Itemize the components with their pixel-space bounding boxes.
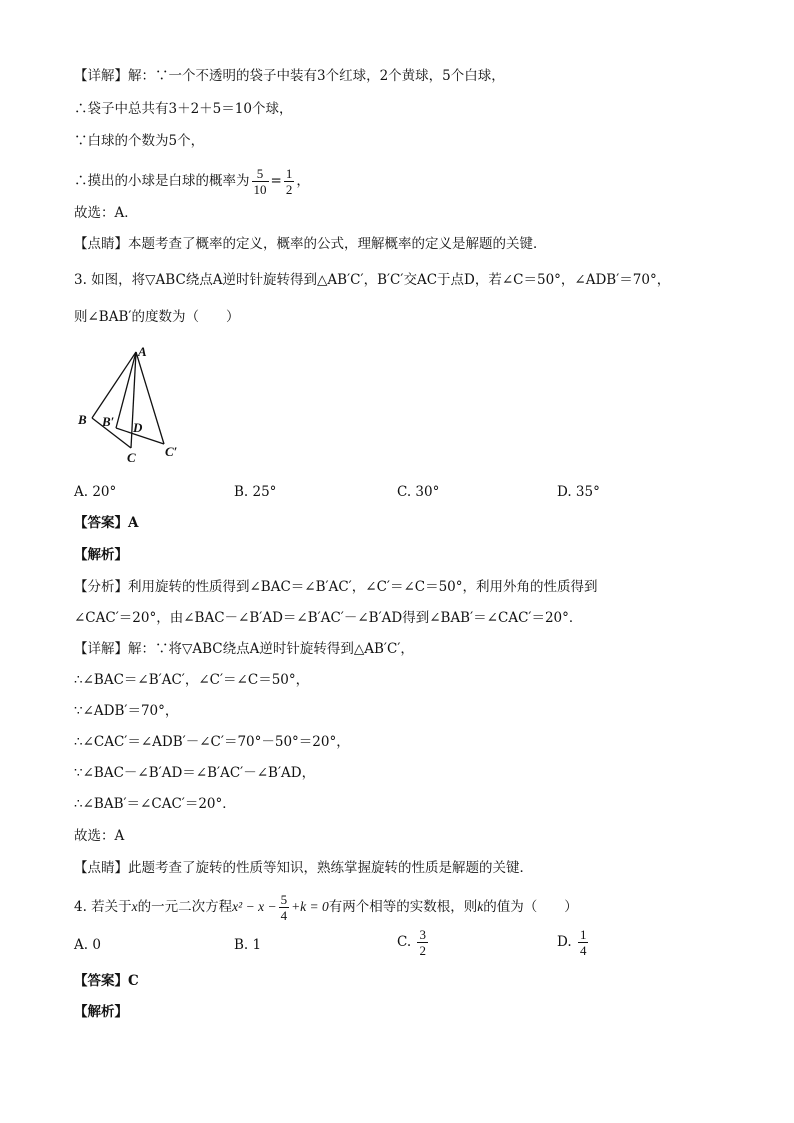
q2-line4: ∴摸出的小球是白球的概率为 $\frac{5}{10}$ = $\frac{1}{2}$ ， [74, 166, 310, 197]
q2-equals: = [270, 173, 282, 189]
q3-detail-line2: ∴∠BAC＝∠B′AC′，∠C′＝∠C＝50°， [74, 672, 310, 688]
rotated-triangle-figure [74, 340, 194, 470]
q3-stem-line1: 3. 如图，将▽ABC绕点A逆时针旋转得到△AB′C′，B′C′交AC于点D，若∠C＝50°，∠ADB′＝70°， [74, 272, 671, 288]
label-d: D [133, 420, 143, 435]
label-c-prime: C′ [165, 444, 178, 459]
q3-choice: 故选：A [74, 828, 125, 844]
q3-comment: 【点睛】此题考查了旋转的性质等知识，熟练掌握旋转的性质是解题的关键． [74, 860, 533, 876]
q3-detail-line1: 【详解】解：∵将▽ABC绕点A逆时针旋转得到△AB′C′， [74, 641, 414, 657]
q4-option-c: C. $\frac{3}{2}$ [397, 927, 426, 958]
q3-stem-line2: 则∠BAB′的度数为（ ） [74, 309, 240, 325]
q4-var-x: x [131, 899, 138, 914]
q4-equation-a: x² − x − [232, 899, 277, 914]
q4-var-k: k [477, 899, 484, 914]
q3-analysis-heading: 【解析】 [74, 547, 128, 563]
q4-stem: 4. 若关于x的一元二次方程x² − x − $\frac{5}{4}$ +k = 0有两个相等的实数根，则k的值为（ ） [74, 892, 578, 923]
q2-choice: 故选：A． [74, 205, 138, 221]
segment-ab [92, 352, 136, 418]
q3-detail-line3: ∵∠ADB′＝70°， [74, 703, 179, 719]
label-b: B [78, 412, 87, 427]
q4-fraction: $\frac{5}{4}$ [280, 892, 288, 923]
q4-equation-b: +k = 0 [291, 899, 329, 914]
q3-option-b: B. 25° [234, 484, 277, 500]
q2-fraction-1: $\frac{5}{10}$ [253, 166, 267, 197]
q2-line4-prefix: ∴摸出的小球是白球的概率为 [74, 173, 250, 189]
label-a: A [138, 344, 147, 359]
q3-answer: 【答案】A [74, 515, 139, 531]
q2-detail: 【详解】解：∵一个不透明的袋子中装有3个红球，2个黄球，5个白球， [74, 68, 505, 84]
q4-option-a: A. 0 [74, 937, 101, 953]
q3-option-c: C. 30° [397, 484, 440, 500]
q2-comment: 【点睛】本题考查了概率的定义，概率的公式，理解概率的定义是解题的关键． [74, 236, 547, 252]
q4-option-d: D. $\frac{1}{4}$ [557, 927, 587, 958]
label-b-prime: B′ [102, 414, 115, 429]
q2-line3: ∵白球的个数为5个， [74, 133, 205, 149]
q3-fenxi-line1: 【分析】利用旋转的性质得到∠BAC＝∠B′AC′，∠C′＝∠C＝50°，利用外角的性质得到 [74, 579, 598, 595]
q4-option-d-fraction: $\frac{1}{4}$ [579, 927, 587, 958]
label-c: C [127, 450, 136, 465]
q3-fenxi-line2: ∠CAC′＝20°，由∠BAC－∠B′AD＝∠B′AC′－∠B′AD得到∠BAB′＝∠CAC′＝20°． [74, 610, 583, 626]
q2-fraction-2: $\frac{1}{2}$ [285, 166, 293, 197]
q4-option-c-fraction: $\frac{3}{2}$ [419, 927, 426, 958]
q4-option-b: B. 1 [234, 937, 262, 953]
q4-answer: 【答案】C [74, 973, 139, 989]
q4-analysis-heading: 【解析】 [74, 1004, 128, 1020]
q3-detail-line5: ∵∠BAC－∠B′AD＝∠B′AC′－∠B′AD， [74, 765, 316, 781]
q3-option-a: A. 20° [74, 484, 117, 500]
q3-option-d: D. 35° [557, 484, 600, 500]
q3-detail-line4: ∴∠CAC′＝∠ADB′－∠C′＝70°－50°＝20°， [74, 734, 350, 750]
q3-detail-line6: ∴∠BAB′＝∠CAC′＝20°． [74, 796, 236, 812]
q2-line2: ∴袋子中总共有3＋2＋5＝10个球， [74, 101, 293, 117]
